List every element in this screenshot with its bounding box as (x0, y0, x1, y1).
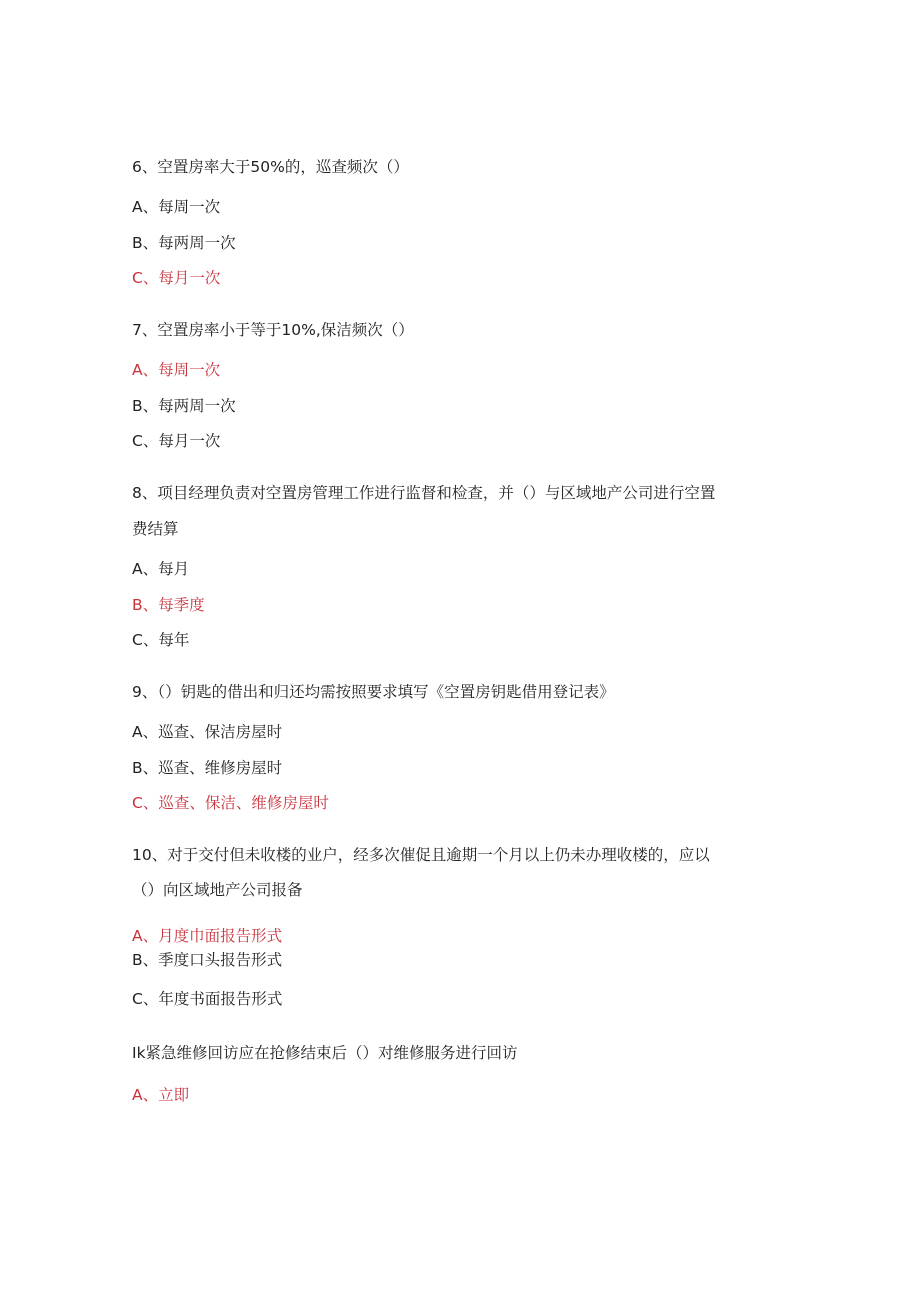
q10-option-a-answer: A、月度巾面报告形式 (132, 927, 283, 945)
question-10-line-2: （）向区域地产公司报备 (132, 881, 303, 899)
q7-option-c: C、每月一次 (132, 432, 221, 450)
q11-option-a-answer: A、立即 (132, 1086, 190, 1104)
question-10-line-1: 10、对于交付但未收楼的业户，经多次催促且逾期一个月以上仍未办理收楼的，应以 (132, 846, 710, 864)
q7-option-b: B、每两周一次 (132, 397, 236, 415)
question-6: 6、空置房率大于50%的，巡查频次（） (132, 158, 409, 176)
q10-option-c: C、年度书面报告形式 (132, 990, 283, 1008)
question-11: Ik紧急维修回访应在抢修结束后（）对维修服务进行回访 (132, 1044, 518, 1062)
q7-option-a-answer: A、每周一次 (132, 361, 221, 379)
q8-option-b-answer: B、每季度 (132, 596, 205, 614)
question-9: 9、（）钥匙的借出和归还均需按照要求填写《空置房钥匙借用登记表》 (132, 683, 615, 701)
q6-option-a: A、每周一次 (132, 198, 221, 216)
q9-option-b: B、巡查、维修房屋时 (132, 759, 283, 777)
q9-option-c-answer: C、巡查、保洁、维修房屋时 (132, 794, 329, 812)
question-7: 7、空置房率小于等于10%,保洁频次（） (132, 321, 414, 339)
question-8-line-1: 8、项目经理负责对空置房管理工作进行监督和检查，并（）与区域地产公司进行空置 (132, 484, 716, 502)
q8-option-a: A、每月 (132, 560, 190, 578)
question-8-line-2: 费结算 (132, 520, 179, 538)
q6-option-c-answer: C、每月一次 (132, 269, 221, 287)
q10-option-b: B、季度口头报告形式 (132, 951, 283, 969)
q6-option-b: B、每两周一次 (132, 234, 236, 252)
q9-option-a: A、巡查、保洁房屋时 (132, 723, 283, 741)
q8-option-c: C、每年 (132, 631, 190, 649)
